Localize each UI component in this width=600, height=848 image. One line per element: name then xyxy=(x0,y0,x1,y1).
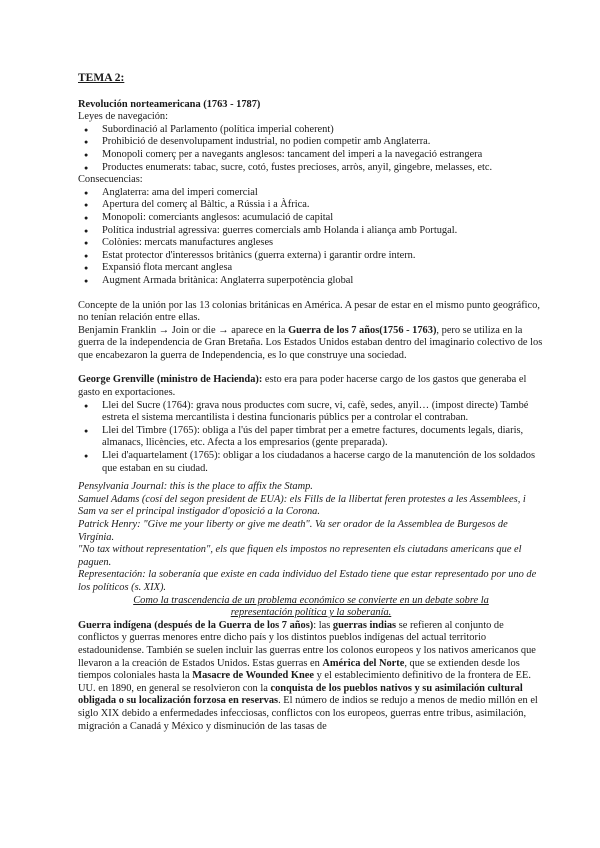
list-item: ● Prohibició de desenvolupament industrial, no podien competir amb Anglaterra. xyxy=(78,136,544,149)
centered-conclusion: Como la trascendencia de un problema económico se convierte en un debate sobre la representación política y la soberanía. xyxy=(133,594,489,619)
grenville-paragraph xyxy=(78,374,544,399)
bold-span: Guerra de los 7 años(1756 - 1763) xyxy=(288,324,437,336)
text-span: , que se extienden desde los tiempos coloniales hasta la xyxy=(78,657,520,682)
text-span: , pero se utiliza en la guerra de la independencia de Gran Bretaña. Los Estados Unidos estaban dentro del imaginario colectivo de los que encabezaron la guerra de Independencia, es lo que construye una sociedad. xyxy=(78,324,543,361)
italic-note: Representación: la soberanía que existe en cada individuo del Estado tiene que estar representado por uno de los políticos (s. XIX). xyxy=(78,569,537,593)
italic-note: Samuel Adams (cosí del segon president de EUA): els Fills de la llibertat feren protestes a les Assemblees, i Sam va ser el principal instigador d'oposició a la Corona. xyxy=(78,493,526,518)
bold-span: América del Norte xyxy=(322,657,405,669)
text-span: : las xyxy=(313,619,333,631)
bold-span: George Grenville (ministro de Hacienda): xyxy=(78,374,263,386)
consecuencias-list xyxy=(78,187,544,288)
list-item: ● Política industrial agressiva: guerres comercials amb Holanda i aliança amb Portugal. xyxy=(78,225,544,238)
text-span: Benjamin Franklin → Join or die → aparece en la xyxy=(78,324,289,336)
list-item: ● Expansió flota mercant anglesa xyxy=(78,262,544,275)
text-span: esto era para poder hacerse cargo de los gastos que generaba el gasto en exportaciones. xyxy=(78,374,527,399)
bold-span: Masacre de Wounded Knee xyxy=(192,670,314,682)
italic-note: Patrick Henry: "Give me your liberty or give me death". Va ser orador de la Assemblea de Burgesos de Virgínia. xyxy=(78,519,508,543)
text-span: y el establecimiento definitivo de la frontera de EE. UU. en 1890, en general se resolvieron con la xyxy=(78,670,531,694)
list-item: ● Llei d'aquartelament (1765): obligar a los ciudadanos a hacerse cargo de la manutención de los soldados que estaban en su ciudad. xyxy=(78,450,544,475)
list-item: ● Monopoli: comerciants anglesos: acumulació de capital xyxy=(78,212,544,225)
list-item: ● Anglaterra: ama del imperi comercial xyxy=(78,187,544,200)
list-item: ● Augment Armada britànica: Anglaterra superpotència global xyxy=(78,275,544,288)
list-item: ● Monopoli comerç per a navegants anglesos: tancament del imperi a la navegació estrangera xyxy=(78,149,544,162)
list-item: ● Subordinació al Parlamento (política imperial coherent) xyxy=(78,124,544,137)
bold-span: Guerra indígena (después de la Guerra de los 7 años) xyxy=(78,619,314,631)
page-title: TEMA 2: xyxy=(78,72,125,84)
consecuencias-label: Consecuencias: xyxy=(78,174,143,186)
bold-span: conquista de los pueblos nativos y su asimilación cultural obligada o su localización forzosa en reservas xyxy=(78,682,523,707)
italic-note: Pensylvania Journal: this is the place to affix the Stamp. xyxy=(78,481,313,493)
grenville-list xyxy=(78,400,544,476)
leyes-list xyxy=(78,124,544,174)
text-span: se refieren al conjunto de conflictos y guerras menores entre dicho país y los distintos pueblos indígenas del actual territorio estadounidense. También se suelen incluir las guerras entre los colonos europeos y los nativos americanos que llevaron a la creación de Estados Unidos. Estas guerras en xyxy=(78,619,536,669)
bold-span: guerras indias xyxy=(332,619,397,631)
list-item: ● Apertura del comerç al Bàltic, a Rússia i a Àfrica. xyxy=(78,199,544,212)
list-item: ● Estat protector d'interessos britànics (guerra externa) i garantir ordre intern. xyxy=(78,250,544,263)
list-item: ● Productes enumerats: tabac, sucre, cotó, fustes precioses, arròs, anyil, gingebre, melasses, etc. xyxy=(78,162,544,175)
document-body xyxy=(78,72,544,733)
leyes-label: Leyes de navegación: xyxy=(78,111,169,123)
guerra-indigena-paragraph xyxy=(78,620,544,733)
list-item: ● Llei del Sucre (1764): grava nous productes com sucre, vi, cafè, sedes, anyil… (impost directe) També estreta el sistema mercantilista i destina funcionaris públics per a controlar el contraban. xyxy=(78,400,544,425)
franklin-paragraph xyxy=(78,325,544,363)
section-heading: Revolución norteamericana (1763 - 1787) xyxy=(78,98,261,110)
list-item: ● Colònies: mercats manufactures angleses xyxy=(78,237,544,250)
text-span: . El número de indios se redujo a menos de medio millón en el siglo XIX debido a enfermedades infecciosas, conflictos con los europeos, guerras entre tribus, asimilación, migración a Canadá y México y disminución de las tasas de xyxy=(78,695,538,732)
italic-note: "No tax without representation", els que fiquen els impostos no representen els ciutadans americans que el paguen. xyxy=(78,544,522,568)
list-item: ● Llei del Timbre (1765): obliga a l'ús del paper timbrat per a emetre factures, documents legals, diaris, almanacs, llicències, etc. Afecta a los empresarios (gente preparada). xyxy=(78,425,544,450)
union-paragraph: Concepte de la unión por las 13 colonias británicas en América. A pesar de estar en el mismo punto geográfico, no tenían relación entre ellas. xyxy=(78,299,540,324)
